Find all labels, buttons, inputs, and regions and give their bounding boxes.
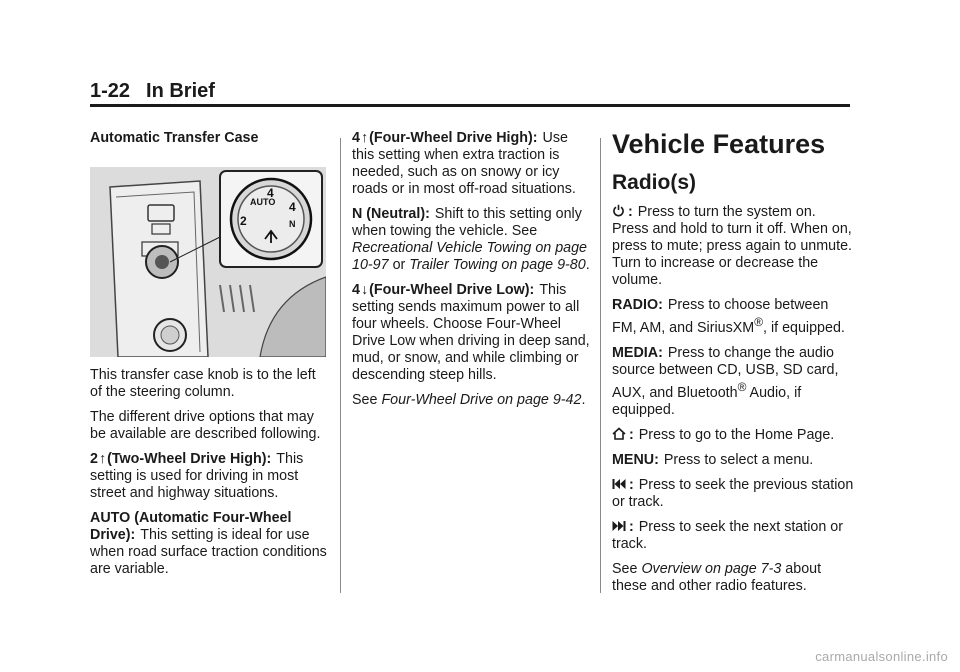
middle-column (352, 130, 590, 417)
menu-text: Press to select a menu. (663, 451, 814, 468)
home-entry: : Press to go to the Home Page. (612, 427, 854, 444)
transfer-case-figure (90, 167, 326, 357)
radio-entry (612, 297, 854, 337)
two-wheel-high-entry (90, 451, 330, 502)
vehicle-features-title: Vehicle Features (612, 129, 826, 159)
radio-overview-link[interactable]: Overview on page 7-3 (641, 560, 782, 577)
four-high-num: 4 (352, 130, 360, 146)
two-high-text: This setting is used for driving in most street and highway situations. (90, 451, 304, 501)
media-sup: ® (737, 379, 747, 394)
power-text: Press to turn the system on. Press and hold to turn it off. When on, press to mute; press again to unmute. Turn to increase or decrease the volume. (612, 204, 852, 288)
seek-forward-icon (612, 519, 626, 536)
media-label: MEDIA: (612, 344, 663, 361)
two-high-num: 2 (90, 451, 98, 467)
neutral-text: Shift to this setting only when towing the vehicle. See (352, 206, 582, 239)
radios-subtitle: Radio(s) (612, 171, 696, 194)
seek-next-entry: : Press to seek the next station or track. (612, 518, 843, 552)
radio-label: RADIO: (612, 297, 663, 313)
knob-location-text: This transfer case knob is to the left of the steering column. (90, 367, 316, 400)
dial-label-auto: AUTO (250, 197, 276, 207)
column-divider-left (340, 138, 341, 593)
drive-options-intro: The different drive options that may be available are described following. (90, 409, 321, 442)
see-end: . (581, 392, 586, 408)
four-wheel-drive-see (352, 392, 590, 409)
right-column (612, 128, 854, 603)
four-low-label: (Four-Wheel Drive Low): (369, 282, 535, 298)
header-rule (90, 104, 850, 107)
two-high-label: (Two-Wheel Drive High): (107, 451, 272, 467)
neutral-or: or (392, 257, 406, 273)
four-low-text: This setting sends maximum power to all four wheels. Choose Four-Wheel Drive Low when driving in deep sand, mud, or snow, and while climbing or descending steep hills. (352, 282, 590, 383)
trailer-towing-link[interactable]: Trailer Towing on page 9-80 (409, 257, 586, 273)
radio-sup: ® (754, 315, 763, 329)
dial-label-4-low: 4 (289, 200, 296, 214)
menu-entry (612, 452, 854, 469)
left-column (90, 130, 330, 586)
page-header (90, 80, 215, 103)
rv-towing-link[interactable]: Recreational Vehicle Towing on page 10-97 (352, 240, 587, 273)
transfer-case-heading: Automatic Transfer Case (90, 130, 259, 146)
auto-entry (90, 510, 330, 578)
media-text: Press to change the audio source between CD, USB, SD card, AUX, and Bluetooth (612, 344, 839, 401)
radio-see-prefix: See (612, 560, 638, 577)
four-high-text: Use this setting when extra traction is needed, such as on snowy or icy roads or in most off-road situations. (352, 130, 576, 197)
watermark: carmanualsonline.info (815, 649, 948, 664)
power-entry: : Press to turn the system on. Press and hold to turn it off. When on, press to mute; press again to unmute. Turn to increase or decrease the volume. (612, 204, 852, 288)
dial-label-4-high: 4 (267, 186, 274, 200)
dial-label-neutral: N (289, 219, 296, 229)
dial-label-2-high: 2 (240, 214, 247, 228)
seek-back-icon (612, 477, 626, 494)
radio-after: , if equipped. (763, 319, 845, 336)
four-wheel-drive-link[interactable]: Four-Wheel Drive on page 9-42 (381, 392, 582, 408)
power-icon (612, 204, 625, 221)
arrow-up-icon: ↑ (98, 451, 107, 467)
media-entry (612, 345, 854, 419)
section-title: In Brief (146, 80, 215, 102)
transfer-case-illustration (90, 167, 326, 357)
auto-text: This setting is ideal for use when road surface traction conditions are variable. (90, 527, 327, 577)
neutral-label: N (Neutral): (352, 206, 430, 222)
four-low-num: 4 (352, 282, 360, 298)
radio-text: Press to choose between FM, AM, and SiriusXM (612, 297, 829, 336)
seek-prev-entry: : Press to seek the previous station or track. (612, 476, 854, 510)
column-divider-right (600, 138, 601, 593)
four-wheel-high-entry (352, 130, 590, 198)
see-prefix: See (352, 392, 378, 408)
seek-prev-text: Press to seek the previous station or track. (612, 476, 854, 510)
four-wheel-low-entry (352, 282, 590, 384)
radio-see-text: about these and other radio features. (612, 560, 822, 594)
menu-label: MENU: (612, 451, 659, 468)
media-after: Audio, if equipped. (612, 384, 802, 418)
radio-overview-see (612, 561, 854, 595)
neutral-end: . (585, 257, 590, 273)
home-text: Press to go to the Home Page. (638, 426, 835, 443)
home-icon (612, 427, 626, 444)
arrow-up-icon: ↑ (360, 130, 369, 146)
auto-label: AUTO (Automatic Four-Wheel Drive): (90, 510, 292, 543)
page-number: 1-22 (90, 80, 131, 102)
four-high-label: (Four-Wheel Drive High): (369, 130, 538, 146)
seek-next-text: Press to seek the next station or track. (612, 518, 843, 552)
neutral-entry (352, 206, 590, 274)
arrow-down-icon: ↓ (360, 282, 369, 298)
